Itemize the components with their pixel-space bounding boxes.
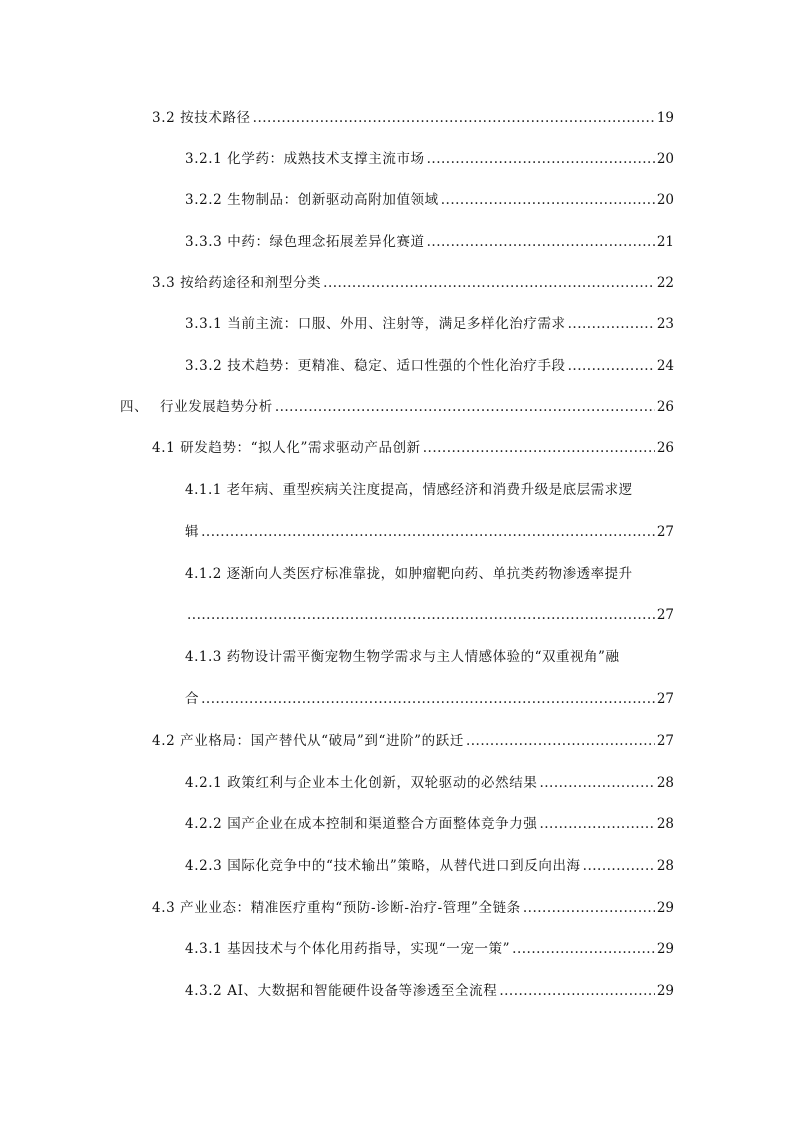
toc-entry-4-1-2-line1[interactable]: 4.1.2 逐渐向人类医疗标准靠拢，如肿瘤靶向药、单抗类药物渗透率提升 [185, 566, 633, 582]
toc-leader-dots [523, 898, 655, 918]
toc-entry-label: 4.2.3 国际化竞争中的“技术输出”策略，从替代进口到反向出海 [185, 858, 581, 874]
toc-leader-dots [441, 190, 655, 210]
toc-entry-label: 4.1 研发趋势：“拟人化”需求驱动产品创新 [152, 440, 421, 456]
toc-entry-label-group [120, 397, 273, 417]
toc-entry-4-2-1[interactable] [185, 773, 674, 793]
toc-entry-4-1-3-line1[interactable]: 4.1.3 药物设计需平衡宠物生物学需求与主人情感体验的“双重视角”融 [185, 649, 620, 665]
toc-leader-dots [512, 939, 655, 959]
toc-leader-dots [427, 149, 655, 169]
toc-leader-dots [201, 689, 655, 709]
toc-entry-4-2-2[interactable] [185, 814, 674, 834]
toc-page-number: 28 [656, 816, 674, 832]
toc-entry-label: 3.3.1 当前主流：口服、外用、注射等，满足多样化治疗需求 [185, 316, 566, 332]
toc-entry-4-2-3[interactable] [185, 856, 674, 876]
toc-entry-label: 3.2.2 生物制品：创新驱动高附加值领域 [185, 192, 439, 208]
toc-page-number: 29 [656, 983, 674, 999]
toc-entry-4-3-2[interactable] [185, 981, 674, 1001]
toc-leader-dots [201, 522, 655, 542]
toc-entry-label: 4.3.2 AI、大数据和智能硬件设备等渗透至全流程 [185, 983, 498, 999]
toc-leader-dots [187, 605, 655, 625]
toc-entry-label: 3.3.3 中药：绿色理念拓展差异化赛道 [185, 234, 425, 250]
toc-entry-3-2[interactable] [152, 108, 674, 128]
toc-leader-dots [583, 856, 655, 876]
toc-entry-label: 行业发展趋势分析 [160, 399, 273, 415]
toc-leader-dots [568, 356, 655, 376]
toc-entry-4-2[interactable] [152, 731, 674, 751]
toc-entry-label: 3.3 按给药途径和剂型分类 [152, 275, 322, 291]
toc-entry-4-1-1-line2[interactable] [185, 522, 674, 542]
toc-page-number: 20 [656, 151, 674, 167]
toc-entry-chapter-4[interactable] [120, 397, 674, 417]
toc-entry-3-3-3[interactable] [185, 232, 674, 252]
toc-chapter-prefix: 四、 [120, 399, 149, 415]
toc-entry-label: 3.2 按技术路径 [152, 110, 251, 126]
toc-leader-dots [466, 731, 655, 751]
toc-page-number: 23 [656, 316, 674, 332]
toc-page-number: 19 [656, 110, 674, 126]
toc-entry-label: 4.2 产业格局：国产替代从“破局”到“进阶”的跃迁 [152, 733, 464, 749]
toc-page-number: 29 [656, 900, 674, 916]
toc-entry-label: 3.3.2 技术趋势：更精准、稳定、适口性强的个性化治疗手段 [185, 358, 566, 374]
toc-entry-label: 4.3.1 基因技术与个体化用药指导，实现“一宠一策” [185, 941, 511, 957]
toc-leader-dots [423, 438, 655, 458]
toc-entry-label: 3.2.1 化学药：成熟技术支撑主流市场 [185, 151, 425, 167]
toc-entry-3-3[interactable] [152, 273, 674, 293]
toc-page-number: 24 [656, 358, 674, 374]
toc-entry-4-3[interactable] [152, 898, 674, 918]
toc-entry-4-1-1-line1[interactable]: 4.1.1 老年病、重型疾病关注度提高，情感经济和消费升级是底层需求逻 [185, 482, 633, 498]
toc-entry-label: 4.2.2 国产企业在成本控制和渠道整合方面整体竞争力强 [185, 816, 538, 832]
toc-page-number: 27 [656, 691, 674, 707]
toc-entry-label: 辑 [185, 524, 200, 540]
toc-page-number: 27 [656, 607, 674, 623]
toc-entry-3-3-1[interactable] [185, 314, 674, 334]
toc-page-number: 20 [656, 192, 674, 208]
toc-page-number: 22 [656, 275, 674, 291]
toc-page-number: 27 [656, 733, 674, 749]
toc-entry-label: 4.2.1 政策红利与企业本土化创新，双轮驱动的必然结果 [185, 775, 538, 791]
toc-entry-4-1-2-line2[interactable] [185, 605, 674, 625]
toc-entry-4-1[interactable] [152, 438, 674, 458]
toc-leader-dots [253, 108, 655, 128]
toc-page-number: 28 [656, 775, 674, 791]
toc-page-number: 26 [656, 440, 674, 456]
toc-leader-dots [539, 814, 654, 834]
toc-entry-3-3-2[interactable] [185, 356, 674, 376]
toc-entry-4-1-3-line2[interactable] [185, 689, 674, 709]
toc-leader-dots [427, 232, 655, 252]
toc-page-number: 28 [656, 858, 674, 874]
toc-entry-label: 4.3 产业业态：精准医疗重构“预防-诊断-治疗-管理”全链条 [152, 900, 521, 916]
toc-page-number: 27 [656, 524, 674, 540]
toc-leader-dots [499, 981, 654, 1001]
toc-leader-dots [539, 773, 654, 793]
toc-entry-3-2-2[interactable] [185, 190, 674, 210]
toc-page-number: 26 [656, 399, 674, 415]
toc-leader-dots [275, 397, 655, 417]
toc-leader-dots [323, 273, 655, 293]
toc-leader-dots [568, 314, 655, 334]
toc-page-number: 29 [656, 941, 674, 957]
toc-entry-label: 合 [185, 691, 200, 707]
toc-page-number: 21 [656, 234, 674, 250]
toc-entry-3-2-1[interactable] [185, 149, 674, 169]
toc-entry-4-3-1[interactable] [185, 939, 674, 959]
